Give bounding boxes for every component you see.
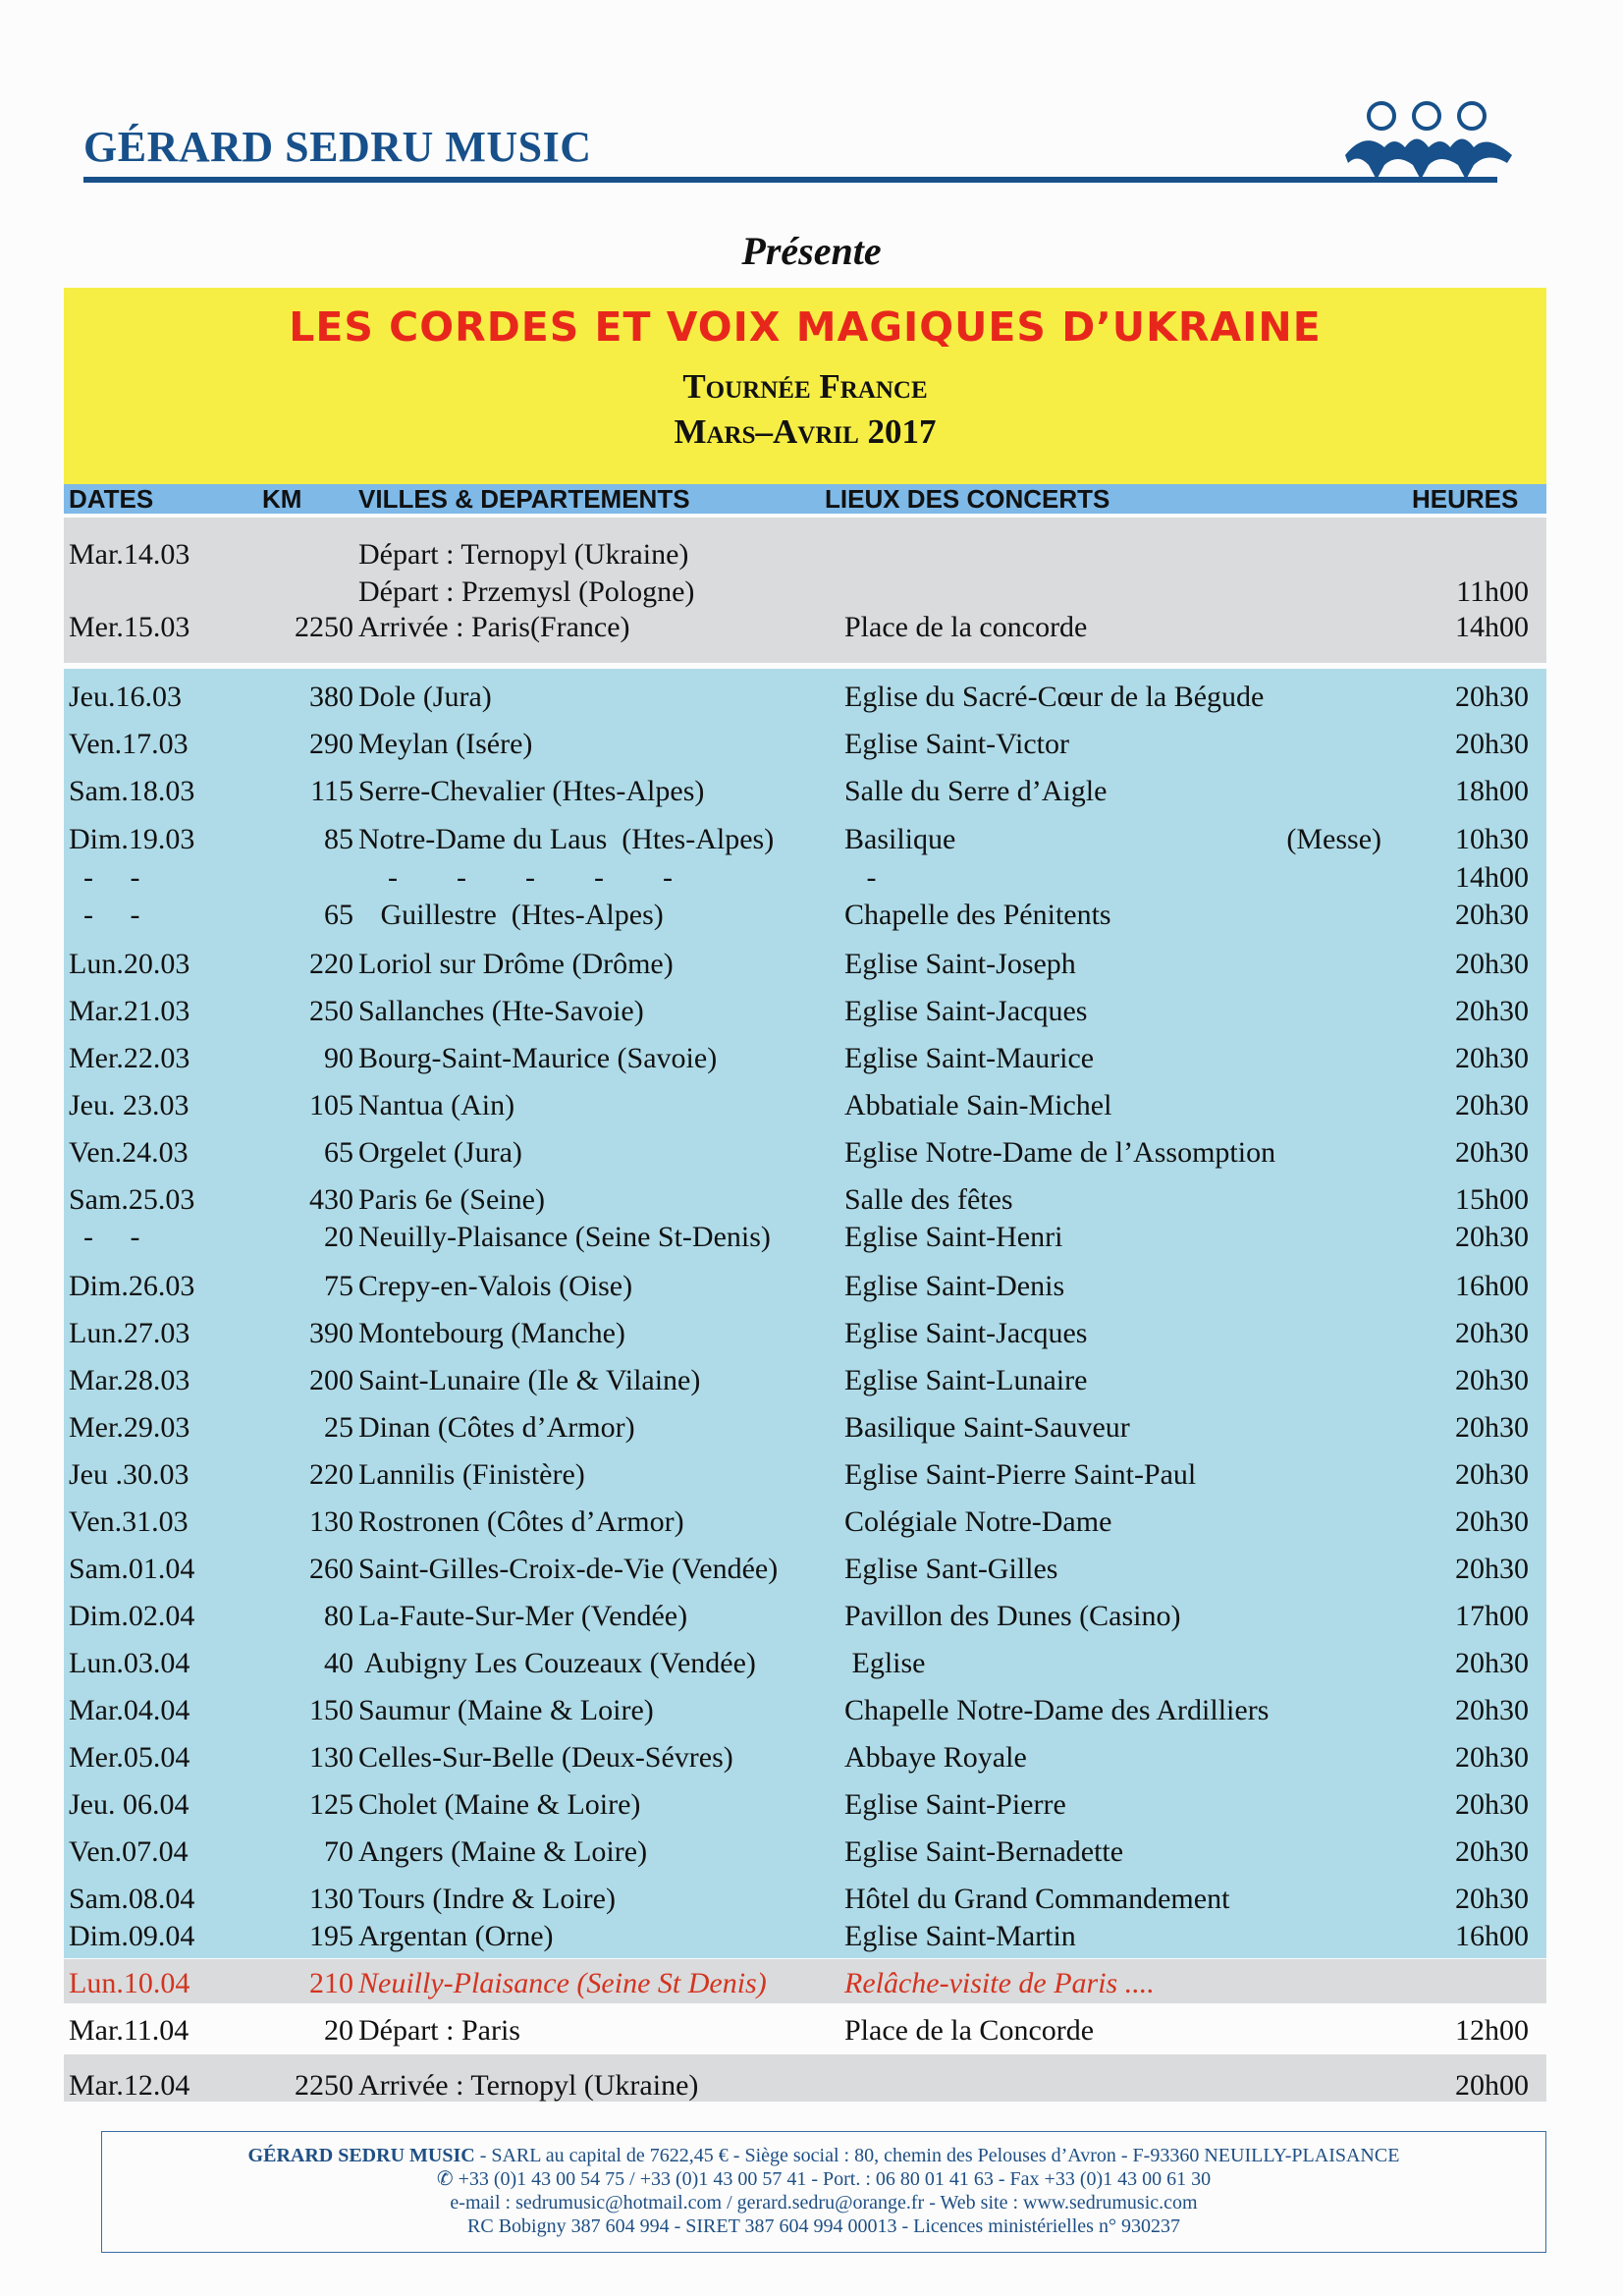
row-date: Lun.20.03 <box>69 948 190 980</box>
table-row <box>64 1180 1546 1220</box>
row-date: Ven.17.03 <box>69 728 189 760</box>
row-hour: 17h00 <box>1455 1600 1529 1632</box>
event-title: LES CORDES ET VOIX MAGIQUES D’UKRAINE <box>289 303 1322 351</box>
row-km: 380 <box>309 681 353 713</box>
row-venue: Basilique Saint-Sauveur <box>844 1411 1130 1444</box>
row-km: 115 <box>310 775 353 807</box>
row-date: Mar.21.03 <box>69 995 190 1027</box>
row-hour: 20h30 <box>1455 728 1529 760</box>
table-row <box>64 1086 1546 1125</box>
row-city: Angers (Maine & Loire) <box>358 1835 648 1868</box>
table-row <box>64 535 1546 574</box>
row-hour: 20h30 <box>1455 1089 1529 1121</box>
row-city: Neuilly-Plaisance (Seine St-Denis) <box>358 1221 771 1253</box>
row-hour: 20h30 <box>1455 1694 1529 1726</box>
row-venue: Eglise du Sacré-Cœur de la Bégude <box>844 681 1265 713</box>
row-city: Arrivée : Paris(France) <box>358 611 630 643</box>
column-lieux: LIEUX DES CONCERTS <box>825 484 1110 514</box>
row-hour: 20h30 <box>1455 948 1529 980</box>
row-city: Dinan (Côtes d’Armor) <box>358 1411 635 1444</box>
row-km: 2250 <box>295 2069 353 2102</box>
row-hour: 11h00 <box>1456 575 1529 608</box>
row-city: Serre-Chevalier (Htes-Alpes) <box>358 775 705 807</box>
row-hour: 20h30 <box>1455 1411 1529 1444</box>
row-hour: 14h00 <box>1455 611 1529 643</box>
musicians-logo-icon <box>1340 86 1517 185</box>
row-km: 105 <box>309 1089 353 1121</box>
row-date: Mer.15.03 <box>69 611 190 643</box>
table-row <box>64 1785 1546 1825</box>
row-hour: 20h00 <box>1455 2069 1529 2102</box>
table-row <box>64 2066 1546 2105</box>
row-date: Mer.29.03 <box>69 1411 190 1444</box>
row-km: 65 <box>324 899 353 931</box>
table-row <box>64 945 1546 984</box>
row-city: Paris 6e (Seine) <box>358 1183 545 1216</box>
row-venue: Salle du Serre d’Aigle <box>844 775 1108 807</box>
row-date: Mar.14.03 <box>69 538 190 571</box>
row-city: Sallanches (Hte-Savoie) <box>358 995 644 1027</box>
row-km: 125 <box>309 1788 353 1821</box>
row-venue: Eglise Saint-Lunaire <box>844 1364 1088 1396</box>
row-date: Jeu. 06.04 <box>69 1788 189 1821</box>
row-city: Rostronen (Côtes d’Armor) <box>358 1505 684 1538</box>
table-row <box>64 1738 1546 1777</box>
row-date: Sam.18.03 <box>69 775 195 807</box>
row-km: 430 <box>309 1183 353 1216</box>
row-venue: Place de la Concorde <box>844 2014 1095 2047</box>
row-venue: Pavillon des Dunes (Casino) <box>844 1600 1181 1632</box>
table-row <box>64 678 1546 717</box>
row-city: Saint-Gilles-Croix-de-Vie (Vendée) <box>358 1553 779 1585</box>
presente-heading: Présente <box>741 229 882 273</box>
row-km: 130 <box>309 1505 353 1538</box>
row-venue: Eglise Saint-Bernadette <box>844 1835 1124 1868</box>
row-km: 85 <box>324 823 353 855</box>
footer-brand: GÉRARD SEDRU MUSIC <box>247 2145 475 2166</box>
row-km: 2250 <box>295 611 353 643</box>
row-venue: Eglise Saint-Martin <box>844 1920 1076 1952</box>
row-hour: 16h00 <box>1455 1920 1529 1952</box>
row-date: - - <box>69 899 140 931</box>
row-city: Bourg-Saint-Maurice (Savoie) <box>358 1042 718 1074</box>
brand-rule <box>83 177 1497 183</box>
row-km: 20 <box>324 1221 353 1253</box>
column-villes: VILLES & DEPARTEMENTS <box>358 484 690 514</box>
row-km: 90 <box>324 1042 353 1074</box>
row-city: Neuilly-Plaisance (Seine St Denis) <box>358 1967 767 1999</box>
row-date: Jeu. 23.03 <box>69 1089 189 1121</box>
row-km: 65 <box>324 1136 353 1169</box>
row-km: 390 <box>309 1317 353 1349</box>
row-city: Celles-Sur-Belle (Deux-Sévres) <box>358 1741 733 1774</box>
row-venue: Chapelle des Pénitents <box>844 899 1111 931</box>
row-km: 290 <box>309 728 353 760</box>
row-hour: 14h00 <box>1455 861 1529 894</box>
row-city: Dole (Jura) <box>358 681 492 713</box>
row-city: Crepy-en-Valois (Oise) <box>358 1270 633 1302</box>
row-date: Mar.04.04 <box>69 1694 190 1726</box>
row-city: Guillestre (Htes-Alpes) <box>358 899 664 931</box>
row-hour: 20h30 <box>1455 1883 1529 1915</box>
row-venue: Eglise Sant-Gilles <box>844 1553 1058 1585</box>
row-km: 220 <box>309 1458 353 1491</box>
row-km: 20 <box>324 2014 353 2047</box>
row-date: Sam.08.04 <box>69 1883 195 1915</box>
row-hour: 20h30 <box>1455 1364 1529 1396</box>
table-row <box>64 772 1546 811</box>
row-km: 75 <box>324 1270 353 1302</box>
row-km: 250 <box>309 995 353 1027</box>
table-row <box>64 1880 1546 1919</box>
row-date: Mar.28.03 <box>69 1364 190 1396</box>
row-city: Meylan (Isére) <box>358 728 533 760</box>
row-hour: 15h00 <box>1455 1183 1529 1216</box>
row-km: 260 <box>309 1553 353 1585</box>
column-headers <box>64 484 1546 514</box>
table-row <box>64 1218 1546 1257</box>
row-venue: Salle des fêtes <box>844 1183 1013 1216</box>
row-venue: Eglise Saint-Jacques <box>844 1317 1088 1349</box>
row-hour: 20h30 <box>1455 1042 1529 1074</box>
row-city: Nantua (Ain) <box>358 1089 515 1121</box>
row-hour: 20h30 <box>1455 899 1529 931</box>
row-city: Aubigny Les Couzeaux (Vendée) <box>358 1647 756 1679</box>
row-km: 130 <box>309 1883 353 1915</box>
row-date: Mer.22.03 <box>69 1042 190 1074</box>
table-row <box>64 1455 1546 1495</box>
footer-box <box>101 2131 1546 2253</box>
row-venue: Eglise Saint-Pierre Saint-Paul <box>844 1458 1197 1491</box>
row-city: Orgelet (Jura) <box>358 1136 522 1169</box>
row-date: Sam.01.04 <box>69 1553 195 1585</box>
row-km: 195 <box>309 1920 353 1952</box>
footer-phone: ✆ +33 (0)1 43 00 54 75 / +33 (0)1 43 00 57 41 - Port. : 06 80 01 41 63 - Fax +33 (0)1 43 00 61 30 <box>436 2168 1212 2190</box>
table-row <box>64 1550 1546 1589</box>
table-row <box>64 1964 1546 2003</box>
row-hour: 20h30 <box>1455 1788 1529 1821</box>
row-km: 200 <box>309 1364 353 1396</box>
row-city: Saint-Lunaire (Ile & Vilaine) <box>358 1364 701 1396</box>
row-hour: 20h30 <box>1455 1647 1529 1679</box>
row-date: Jeu.16.03 <box>69 681 182 713</box>
page-header <box>83 116 1532 185</box>
row-venue: Eglise <box>844 1647 926 1679</box>
row-venue: - <box>844 861 877 894</box>
table-row <box>64 725 1546 764</box>
footer-company-info: - SARL au capital de 7622,45 € - Siège social : 80, chemin des Pelouses d’Avron - F-93360 NEUILLY-PLAISANCE <box>474 2145 1400 2166</box>
row-city: Départ : Przemysl (Pologne) <box>358 575 695 608</box>
row-city: - - - - - <box>358 861 673 894</box>
column-heures: HEURES <box>1412 484 1519 514</box>
row-venue: Eglise Saint-Joseph <box>844 948 1076 980</box>
row-hour: 20h30 <box>1455 1741 1529 1774</box>
row-city: Lannilis (Finistère) <box>358 1458 585 1491</box>
row-hour: 12h00 <box>1455 2014 1529 2047</box>
row-date: Mar.11.04 <box>69 2014 189 2047</box>
row-venue: Eglise Saint-Henri <box>844 1221 1063 1253</box>
table-row <box>64 608 1546 647</box>
row-city: Argentan (Orne) <box>358 1920 554 1952</box>
row-date: Mer.05.04 <box>69 1741 190 1774</box>
row-city: Saumur (Maine & Loire) <box>358 1694 654 1726</box>
row-venue: Abbaye Royale <box>844 1741 1027 1774</box>
row-date: Ven.31.03 <box>69 1505 189 1538</box>
row-km: 220 <box>309 948 353 980</box>
row-venue: Relâche-visite de Paris .... <box>844 1967 1155 1999</box>
row-hour: 10h30 <box>1455 823 1529 855</box>
row-city: Arrivée : Ternopyl (Ukraine) <box>358 2069 699 2102</box>
row-venue: Place de la concorde <box>844 611 1088 643</box>
table-row <box>64 896 1546 935</box>
row-venue: Eglise Saint-Maurice <box>844 1042 1095 1074</box>
table-row <box>64 1503 1546 1542</box>
row-date: Dim.26.03 <box>69 1270 195 1302</box>
table-row <box>64 1691 1546 1730</box>
row-hour: 20h30 <box>1455 1553 1529 1585</box>
row-venue: Chapelle Notre-Dame des Ardilliers <box>844 1694 1270 1726</box>
table-row <box>64 1267 1546 1306</box>
row-hour: 20h30 <box>1455 1317 1529 1349</box>
table-row <box>64 1644 1546 1683</box>
table-row <box>64 1408 1546 1448</box>
row-date: Lun.03.04 <box>69 1647 190 1679</box>
row-city: Départ : Ternopyl (Ukraine) <box>358 538 689 571</box>
row-city: Notre-Dame du Laus (Htes-Alpes) <box>358 823 775 855</box>
row-venue: Hôtel du Grand Commandement <box>844 1883 1230 1915</box>
row-date: Dim.09.04 <box>69 1920 195 1952</box>
row-date: - - <box>69 861 140 894</box>
row-km: 150 <box>309 1694 353 1726</box>
row-km: 70 <box>324 1835 353 1868</box>
row-city: Loriol sur Drôme (Drôme) <box>358 948 674 980</box>
row-hour: 20h30 <box>1455 1458 1529 1491</box>
column-dates: DATES <box>69 484 154 514</box>
footer-registration: RC Bobigny 387 604 994 - SIRET 387 604 994 00013 - Licences ministérielles n° 930237 <box>467 2215 1180 2237</box>
tour-dates: Mars–Avril 2017 <box>674 412 937 451</box>
table-row <box>64 573 1546 612</box>
row-venue: Colégiale Notre-Dame <box>844 1505 1112 1538</box>
table-row <box>64 1597 1546 1636</box>
row-hour: 20h30 <box>1455 1136 1529 1169</box>
row-hour: 20h30 <box>1455 1835 1529 1868</box>
row-km: 210 <box>309 1967 353 1999</box>
row-km: 130 <box>309 1741 353 1774</box>
table-row <box>64 1832 1546 1872</box>
table-row <box>64 1039 1546 1078</box>
row-date: - - <box>69 1221 140 1253</box>
row-venue: Abbatiale Sain-Michel <box>844 1089 1112 1121</box>
table-row <box>64 992 1546 1031</box>
row-hour: 20h30 <box>1455 1505 1529 1538</box>
title-banner <box>64 288 1546 484</box>
table-row <box>64 1361 1546 1400</box>
row-date: Lun.10.04 <box>69 1967 190 1999</box>
brand-name: GÉRARD SEDRU MUSIC <box>83 123 592 171</box>
row-city: Départ : Paris <box>358 2014 520 2047</box>
table-row <box>64 820 1546 859</box>
row-date: Mar.12.04 <box>69 2069 190 2102</box>
table-row <box>64 1917 1546 1956</box>
row-hour: 20h30 <box>1455 681 1529 713</box>
row-venue: Basilique <box>844 823 956 855</box>
table-row <box>64 1133 1546 1173</box>
row-km: 80 <box>324 1600 353 1632</box>
row-venue: Eglise Saint-Jacques <box>844 995 1088 1027</box>
row-hour: 16h00 <box>1455 1270 1529 1302</box>
row-date: Ven.07.04 <box>69 1835 189 1868</box>
row-venue: Eglise Saint-Denis <box>844 1270 1065 1302</box>
row-date: Sam.25.03 <box>69 1183 195 1216</box>
column-km: KM <box>262 484 302 514</box>
row-venue: Eglise Saint-Pierre <box>844 1788 1066 1821</box>
footer-email-web: e-mail : sedrumusic@hotmail.com / gerard.sedru@orange.fr - Web site : www.sedrumusic.com <box>450 2192 1198 2214</box>
table-row <box>64 858 1546 898</box>
row-city: La-Faute-Sur-Mer (Vendée) <box>358 1600 688 1632</box>
row-date: Lun.27.03 <box>69 1317 190 1349</box>
row-note: (Messe) <box>1286 823 1381 855</box>
row-venue: Eglise Saint-Victor <box>844 728 1069 760</box>
row-hour: 20h30 <box>1455 1221 1529 1253</box>
row-date: Ven.24.03 <box>69 1136 189 1169</box>
row-date: Dim.02.04 <box>69 1600 195 1632</box>
row-date: Dim.19.03 <box>69 823 195 855</box>
row-city: Montebourg (Manche) <box>358 1317 625 1349</box>
row-date: Jeu .30.03 <box>69 1458 189 1491</box>
row-city: Cholet (Maine & Loire) <box>358 1788 641 1821</box>
table-row <box>64 2011 1546 2050</box>
table-row <box>64 1314 1546 1353</box>
row-hour: 18h00 <box>1455 775 1529 807</box>
row-hour: 20h30 <box>1455 995 1529 1027</box>
row-km: 40 <box>324 1647 353 1679</box>
row-city: Tours (Indre & Loire) <box>358 1883 616 1915</box>
row-km: 25 <box>324 1411 353 1444</box>
tour-name: Tournée France <box>682 367 928 406</box>
row-venue: Eglise Notre-Dame de l’Assomption <box>844 1136 1276 1169</box>
